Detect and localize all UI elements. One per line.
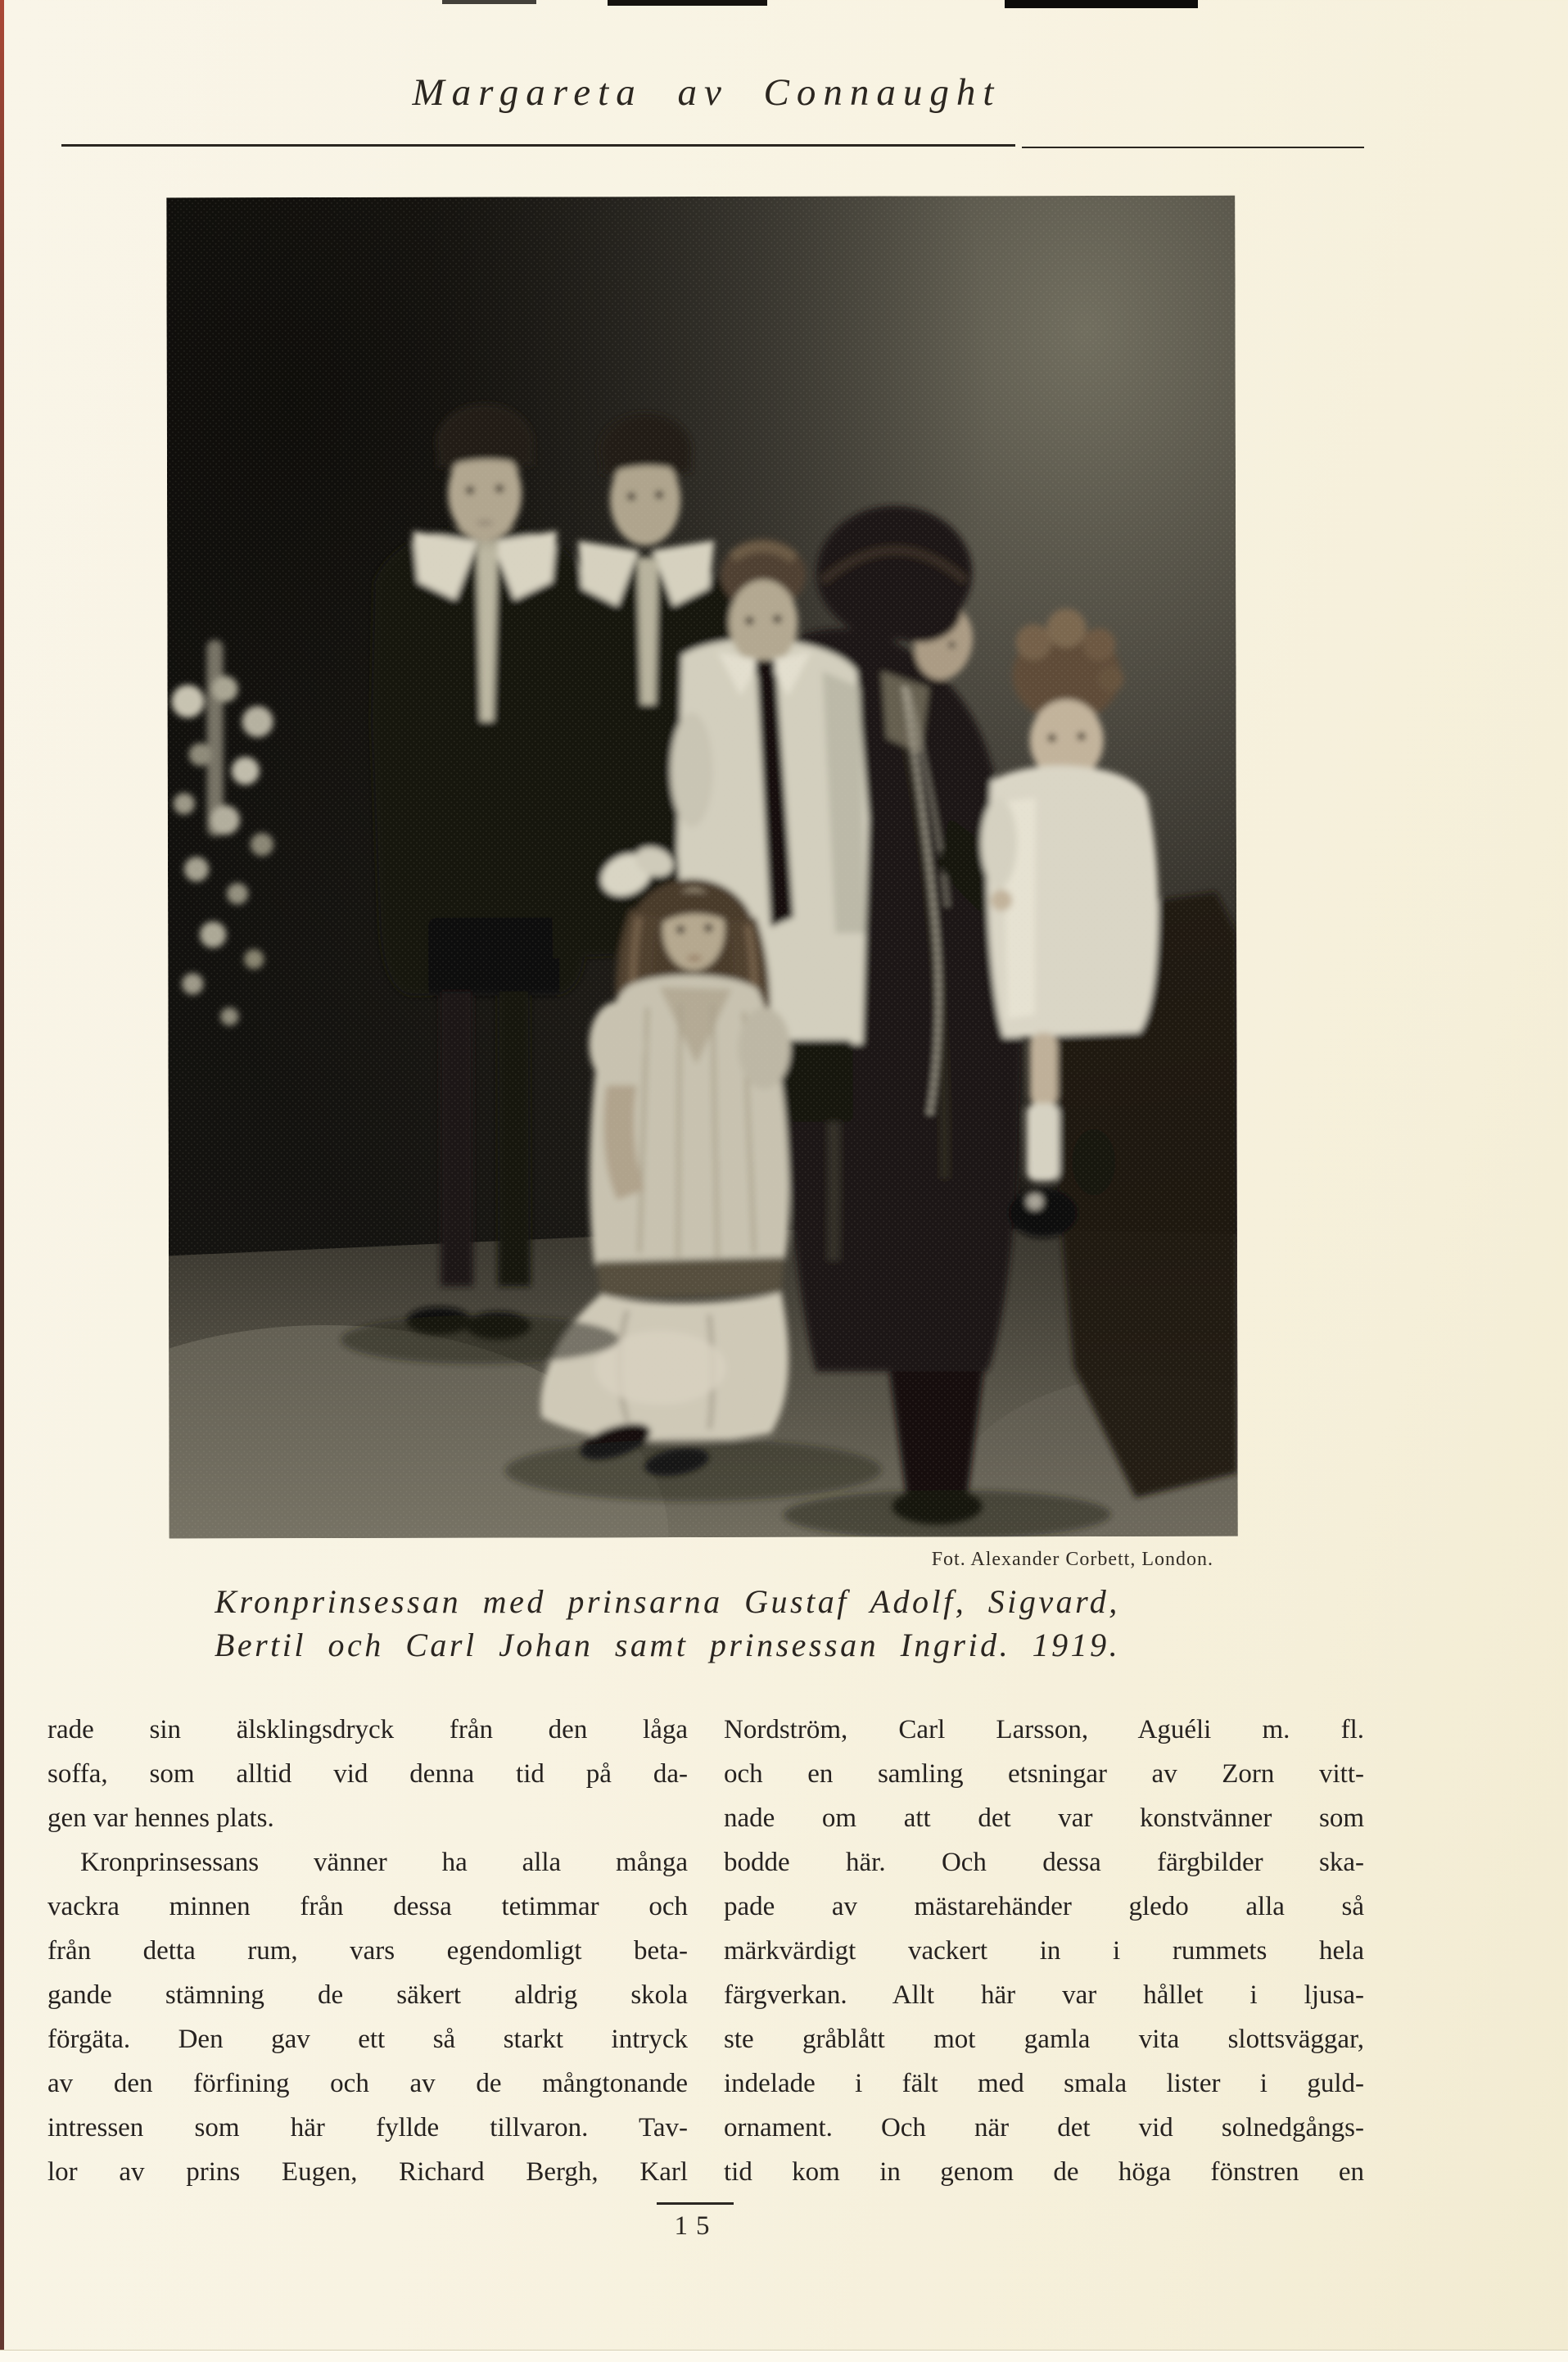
photo-credit: Fot. Alexander Corbett, London. <box>931 1549 1213 1570</box>
body-line: gen var hennes plats. <box>47 1803 274 1833</box>
halftone-texture <box>166 196 1237 1539</box>
caption-line-2: Bertil och Carl Johan samt prinsessan Ingrid. 1919. <box>214 1627 1121 1663</box>
body-line: och en samling etsningar av Zorn vitt- <box>724 1759 1364 1789</box>
scan-edge-left <box>0 0 4 2361</box>
body-line: vackra minnen från dessa tetimmar och <box>47 1892 688 1921</box>
body-line: gande stämning de säkert aldrig skola <box>47 1980 688 2010</box>
body-line: intressen som här fyllde tillvaron. Tav- <box>47 2113 688 2143</box>
body-line: Nordström, Carl Larsson, Aguéli m. fl. <box>724 1715 1364 1744</box>
body-line: ornament. Och när det vid solnedgångs- <box>724 2113 1364 2143</box>
body-line: Kronprinsessans vänner ha alla många <box>80 1848 688 1877</box>
body-line: färgverkan. Allt här var hållet i ljusa- <box>724 1980 1364 2010</box>
portrait-illustration <box>166 196 1237 1539</box>
page-number-rule <box>657 2202 734 2205</box>
body-line: från detta rum, vars egendomligt beta- <box>47 1936 688 1966</box>
body-line: lor av prins Eugen, Richard Bergh, Karl <box>47 2157 688 2187</box>
body-line: soffa, som alltid vid denna tid på da- <box>47 1759 688 1789</box>
scan-edge-bottom <box>0 2350 1568 2362</box>
body-line: av den förfining och av de mångtonande <box>47 2069 688 2098</box>
scan-mark-top-1 <box>442 0 536 4</box>
body-line: tid kom in genom de höga fönstren en <box>724 2157 1364 2187</box>
body-line: pade av mästarehänder gledo alla så <box>724 1892 1364 1921</box>
caption-line-1: Kronprinsessan med prinsarna Gustaf Adolf, Sigvard, <box>215 1583 1120 1620</box>
left-column <box>47 1708 688 2194</box>
body-line: rade sin älsklingsdryck från den låga <box>47 1715 688 1744</box>
page-title: Margareta av Connaught <box>412 71 1001 114</box>
page-number: 15 <box>674 2211 718 2241</box>
header-rule <box>61 144 1015 147</box>
scan-mark-top-3 <box>1005 0 1198 8</box>
body-line: bodde här. Och dessa färgbilder ska- <box>724 1848 1364 1877</box>
right-column <box>724 1708 1364 2194</box>
body-line: förgäta. Den gav ett så starkt intryck <box>47 2025 688 2054</box>
scan-mark-top-2 <box>608 0 767 6</box>
family-portrait-photo <box>166 196 1237 1539</box>
header-rule-segment <box>1022 147 1364 148</box>
photo-caption <box>82 1580 1253 1667</box>
body-line: nade om att det var konstvänner som <box>724 1803 1364 1833</box>
body-line: märkvärdigt vackert in i rummets hela <box>724 1936 1364 1966</box>
body-line: indelade i fält med smala lister i guld- <box>724 2069 1364 2098</box>
body-line: ste gråblått mot gamla vita slottsväggar, <box>724 2025 1364 2054</box>
